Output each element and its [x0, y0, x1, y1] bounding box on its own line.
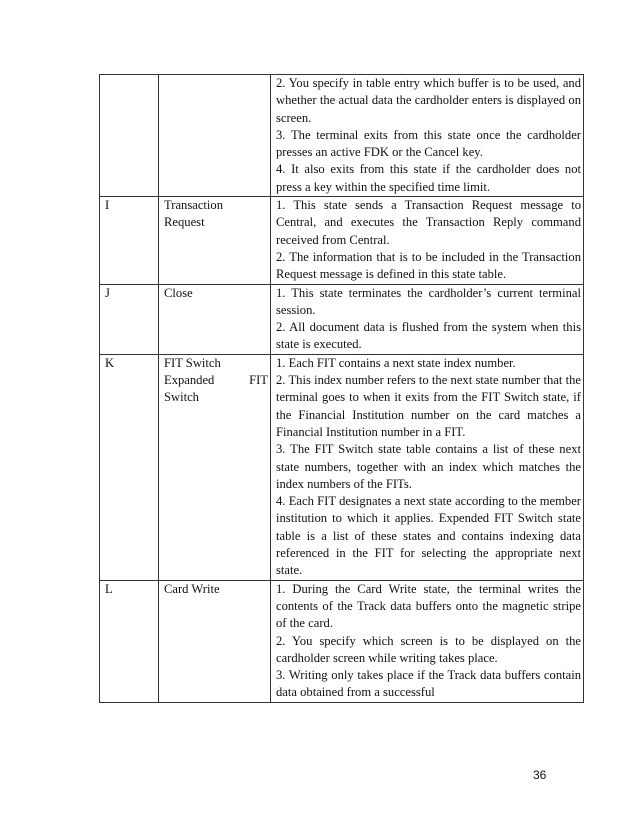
state-name-line: Switch [164, 390, 199, 405]
state-name-line: Transaction [164, 198, 224, 213]
page-number: 36 [533, 768, 547, 782]
state-name-cell [159, 197, 271, 284]
state-name-cell [159, 284, 271, 354]
state-name-line: Expanded FIT [164, 373, 268, 388]
description-paragraph: 2. The information that is to be included in the Transaction Request message is defined in this state table. [276, 249, 581, 282]
description-paragraph: 1. This state terminates the cardholder’s current terminal session. [276, 285, 581, 317]
state-table [99, 74, 584, 703]
description-paragraph: 3. The FIT Switch state table contains a list of these next state numbers, together with an index which matches the index numbers of the FITs. [276, 442, 581, 491]
table-row [100, 197, 584, 284]
description-paragraph: 3. Writing only takes place if the Track data buffers contain data obtained from a successful [276, 668, 581, 700]
state-description-cell [271, 197, 584, 284]
state-code-cell [100, 75, 159, 197]
description-paragraph: 3. The terminal exits from this state once the cardholder presses an active FDK or the Cancel key. [276, 127, 581, 160]
description-paragraph: 4. It also exits from this state if the cardholder does not press a key within the specified time limit. [276, 162, 581, 194]
table-row [100, 580, 584, 702]
description-paragraph: 4. Each FIT designates a next state according to the member institution to which it applies. Expended FIT Switch state table is a list of these states and contains indexing data referenced in the FIT for selecting the appropriate next state. [276, 494, 581, 578]
description-paragraph: 1. Each FIT contains a next state index number. [276, 355, 516, 370]
description-paragraph: 1. During the Card Write state, the terminal writes the contents of the Track data buffers onto the magnetic stripe of the card. [276, 581, 581, 631]
table-row [100, 284, 584, 354]
state-code-cell: L [100, 580, 159, 702]
description-paragraph: 2. You specify in table entry which buffer is to be used, and whether the actual data the cardholder enters is displayed on screen. [276, 76, 581, 125]
state-name-line: FIT Switch [164, 355, 221, 370]
state-name-cell [159, 354, 271, 580]
state-description-cell [271, 75, 584, 197]
state-name-cell [159, 580, 271, 702]
table-row [100, 354, 584, 580]
description-paragraph: 2. All document data is flushed from the system when this state is executed. [276, 320, 581, 352]
state-code-cell: K [100, 354, 159, 580]
description-paragraph: 2. This index number refers to the next state number that the terminal goes to when it exits from the FIT Switch state, if the Financial Institution number on the card matches a Financial Institution number in a FIT. [276, 373, 581, 439]
state-code-cell: J [100, 284, 159, 354]
state-name-line: Card Write [164, 581, 220, 596]
state-description-cell [271, 580, 584, 702]
state-name-line: Request [164, 215, 205, 230]
state-name-line: Close [164, 285, 193, 300]
state-description-cell [271, 284, 584, 354]
description-paragraph: 1. This state sends a Transaction Request message to Central, and executes the Transaction Reply command received from Central. [276, 198, 581, 247]
state-name-cell [159, 75, 271, 197]
state-code-cell: I [100, 197, 159, 284]
description-paragraph: 2. You specify which screen is to be displayed on the cardholder screen while writing takes place. [276, 633, 581, 665]
state-table-body [100, 75, 584, 703]
state-description-cell [271, 354, 584, 580]
table-row [100, 75, 584, 197]
